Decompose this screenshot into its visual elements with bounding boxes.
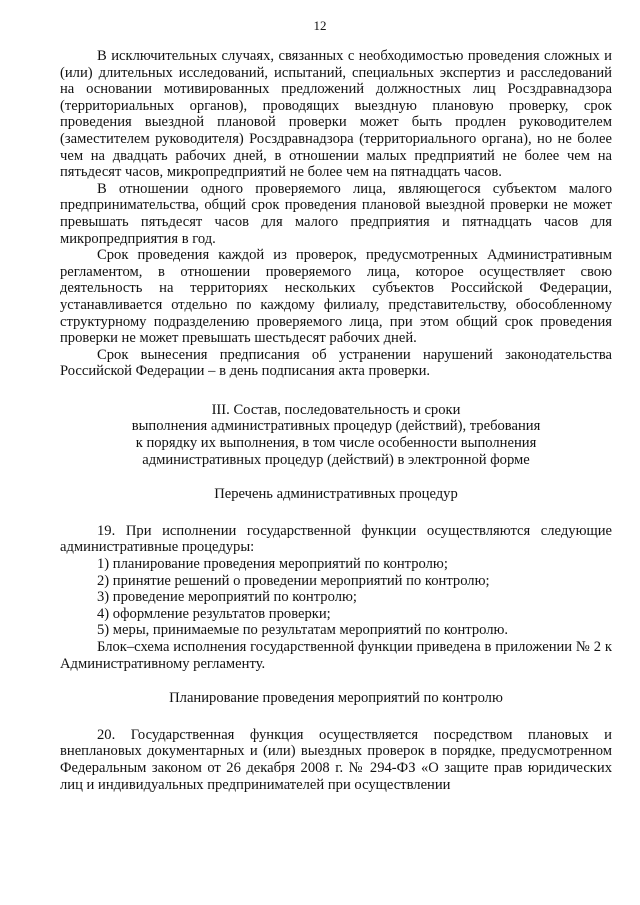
paragraph-20: 20. Государственная функция осуществляется посредством плановых и внеплановых документарных и (или) выездных проверок в порядке, предусмотренном Федеральным законом от 26 декабря 2008 г. № 294-ФЗ «О защите прав юридических лиц и индивидуальных предпринимателей при осуществлении: [60, 726, 612, 793]
paragraph-extension-of-inspection: В исключительных случаях, связанных с необходимостью проведения сложных и (или) длительных исследований, испытаний, специальных экспертиз и расследований на основании мотивированных предложений должностных лиц Росздравнадзора (территориальных органов), проводящих выездную плановую проверку, срок проведения выездной плановой проверки может быть продлен руководителем (заместителем руководителя) Росздравнадзора (территориального органа), но не более чем на двадцать рабочих дней, в отношении малых предприятий не более чем на пятьдесят часов, микропредприятий не более чем на пятнадцать часов.: [60, 48, 612, 181]
subsection-heading-procedures: Перечень административных процедур: [214, 486, 458, 503]
page-number: 12: [313, 18, 327, 33]
procedure-list-item: 3) проведение мероприятий по контролю;: [97, 589, 357, 606]
procedure-list-item: 4) оформление результатов проверки;: [97, 605, 331, 622]
paragraph-small-business-limit: В отношении одного проверяемого лица, являющегося субъектом малого предпринимательства, общий срок проведения плановой выездной проверки не может превышать пятьдесят часов для малого предприятия и пятнадцать часов для микропредприятия в год.: [60, 180, 612, 247]
paragraph-flowchart-reference: Блок–схема исполнения государственной функции приведена в приложении № 2 к Административному регламенту.: [60, 639, 612, 672]
procedure-list-item: 5) меры, принимаемые по результатам мероприятий по контролю.: [97, 622, 509, 639]
section-heading-line: выполнения административных процедур (действий), требования: [131, 418, 541, 435]
section-heading: [60, 402, 612, 468]
procedure-list-item: 1) планирование проведения мероприятий по контролю;: [97, 556, 448, 573]
section-heading-line: к порядку их выполнения, в том числе особенности выполнения: [135, 435, 537, 452]
document-body: [60, 48, 612, 793]
paragraph-prescription-deadline: Срок вынесения предписания об устранении нарушений законодательства Российской Федерации – в день подписания акта проверки.: [60, 346, 612, 380]
procedure-list-item: 2) принятие решений о проведении мероприятий по контролю;: [97, 572, 490, 589]
paragraph-19: 19. При исполнении государственной функции осуществляются следующие административные процедуры:: [60, 522, 612, 556]
section-heading-line: III. Состав, последовательность и сроки: [211, 401, 461, 418]
section-heading-line: административных процедур (действий) в электронной форме: [142, 451, 530, 468]
paragraph-multi-region-inspection: Срок проведения каждой из проверок, предусмотренных Административным регламентом, в отношении проверяемого лица, которое осуществляет свою деятельность на территориях нескольких субъектов Российской Федерации, устанавливается отдельно по каждому филиалу, представительству, обособленному структурному подразделению проверяемого лица, при этом общий срок проведения проверки не может превышать шестьдесят рабочих дней.: [60, 247, 612, 347]
subsection-heading-planning: Планирование проведения мероприятий по контролю: [169, 690, 503, 707]
